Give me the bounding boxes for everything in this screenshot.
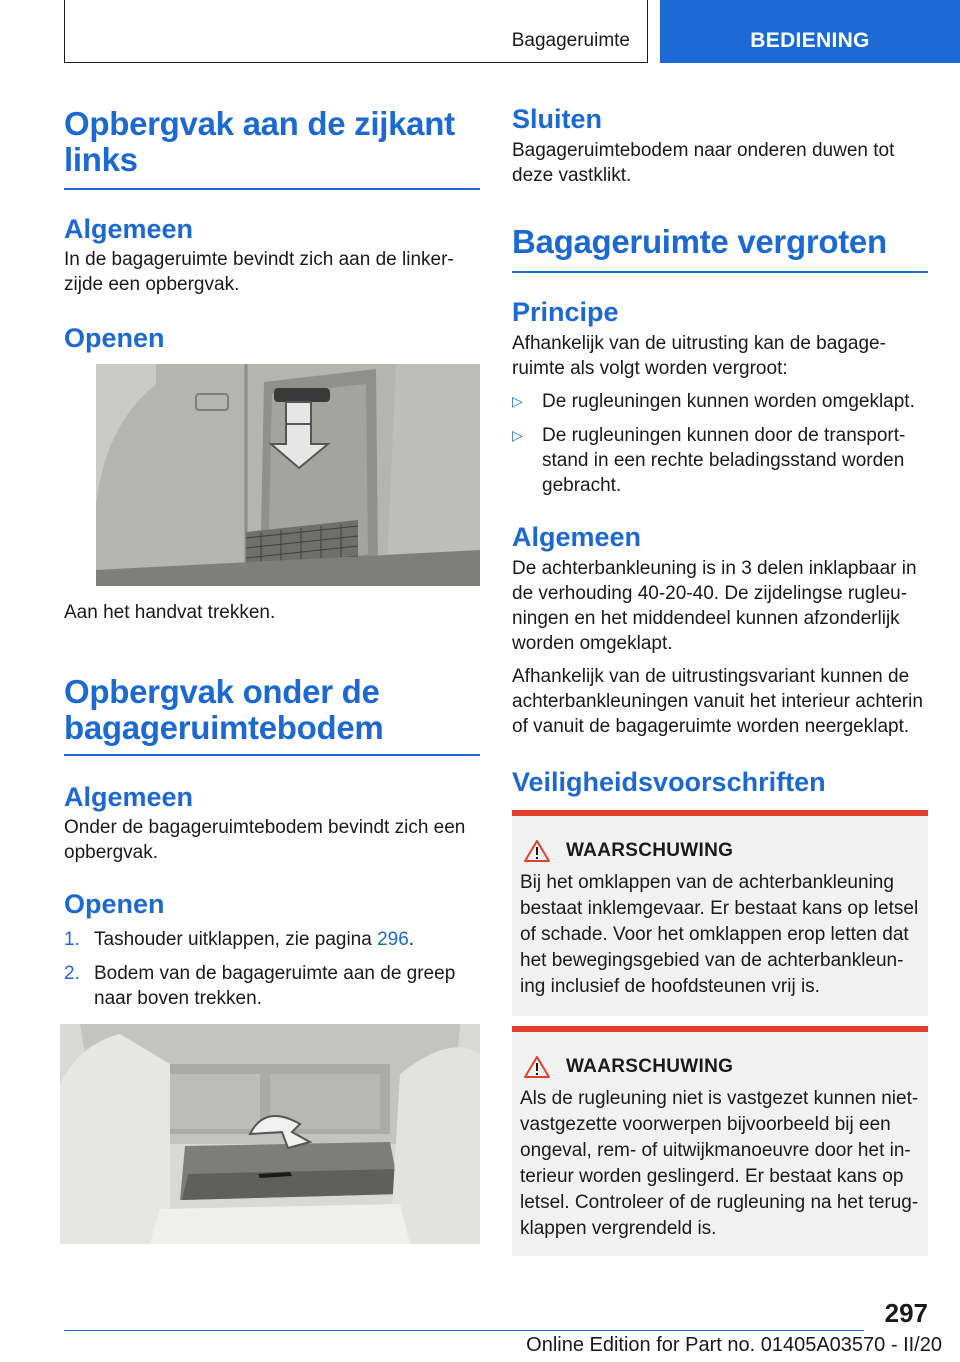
page-link[interactable]: 296 [377,929,409,950]
warning-triangle-icon [524,840,550,862]
left-section-1 [64,106,480,353]
subheading-open-1: Openen [64,323,165,353]
bullet-text: De rugleuningen kunnen door de transportstand in een rechte beladingsstand worden gebracht. [542,425,906,496]
luggage-floor-illustration [60,1024,480,1244]
right-section [512,104,928,797]
paragraph-principle: Afhankelijk van de uitrusting kan de bagageruimte als volgt worden vergroot: [512,333,886,379]
warning-title [524,1056,920,1078]
subheading-open-2: Openen [64,889,165,919]
subheading-general-3: Algemeen [512,522,642,552]
steps-list [64,927,480,1011]
step-text-body: Tashouder uitklappen, zie pagina [94,929,378,950]
bullet-list [512,389,928,498]
image-caption-handle: Aan het handvat trekken. [64,602,276,623]
list-item [512,389,928,414]
chapter-tab-label: BEDIENING [750,28,870,52]
subheading-safety: Veiligheidsvoorschriften [512,767,826,797]
warning-box-2 [512,1026,928,1256]
footer-rule [64,1330,864,1331]
left-section-2 [64,600,480,1011]
step-text: Bodem van de bagageruimte aan de greep naar boven trekken. [94,963,456,1009]
triangle-bullet-icon: ▷ [512,427,523,443]
heading-enlarge-luggage: Bagageruimte vergroten [512,223,887,260]
header-chapter-tab [660,0,960,63]
step-number: 1. [64,929,80,950]
subheading-principle: Principe [512,297,619,327]
triangle-bullet-icon: ▷ [512,393,523,409]
warning-title [524,840,920,862]
warning-box-1 [512,810,928,1016]
step-number: 2. [64,963,80,984]
heading-side-compartment: Opbergvak aan de zijkant links [64,105,455,178]
subheading-close: Sluiten [512,104,603,134]
paragraph-fold-options: Afhankelijk van de uitrustingsvariant kunnen de achterbankleuningen vanuit het interieur achterin of vanuit de bagageruimte worden neergeklapt. [512,666,923,737]
paragraph-side-compartment: In de bagageruimte bevindt zich aan de linkerzijde een opbergvak. [64,249,454,295]
subheading-general-1: Algemeen [64,214,194,244]
paragraph-floor-compartment: Onder de bagageruimtebodem bevindt zich een opbergvak. [64,817,466,863]
list-item [512,423,928,498]
step-text-tail: . [408,929,415,950]
paragraph-close: Bagageruimtebodem naar onderen duwen tot deze vastklikt. [512,140,895,186]
warning-text: Bij het omklappen van de achterbankleuning bestaat inklemgevaar. Er bestaat kans op letsel of schade. Voor het omklappen erop letten dat het bewegingsgebied van de achterbankleuning inclusief de hoofdsteunen vrij is. [520,872,919,997]
side-compartment-image [96,364,480,586]
heading-floor-compartment: Opbergvak onder de bagageruimtebodem [64,673,384,746]
list-item [64,961,480,1011]
header-section-title: Bagageruimte [511,30,630,51]
warning-label: WAARSCHUWING [566,1056,734,1077]
warning-triangle-icon [524,1056,550,1078]
paragraph-split-ratio: De achterbankleuning is in 3 delen inklapbaar in de verhouding 40-20-40. De zijdelingse rugleuningen en het middendeel kunnen afzonderlijk worden omgeklapt. [512,558,917,654]
bullet-text: De rugleuningen kunnen worden omgeklapt. [542,391,915,412]
luggage-floor-image [60,1024,480,1244]
side-compartment-illustration [96,364,480,586]
heading-rule [512,271,928,273]
page-number: 297 [884,1298,928,1328]
warning-text: Als de rugleuning niet is vastgezet kunnen nietvastgezette voorwerpen bijvoorbeeld bij een ongeval, rem- of uitwijkmanoeuvre door het interieur worden geslingerd. Er bestaat kans op letsel. Controleer of de rugleuning na het terugklappen vergrendeld is. [520,1088,919,1239]
heading-rule [64,188,480,190]
subheading-general-2: Algemeen [64,782,194,812]
warning-label: WAARSCHUWING [566,840,734,861]
footer-edition: Online Edition for Part no. 01405A03570 - II/20 [526,1334,942,1356]
heading-rule [64,754,480,756]
list-item [64,927,480,952]
step-text [94,927,414,952]
